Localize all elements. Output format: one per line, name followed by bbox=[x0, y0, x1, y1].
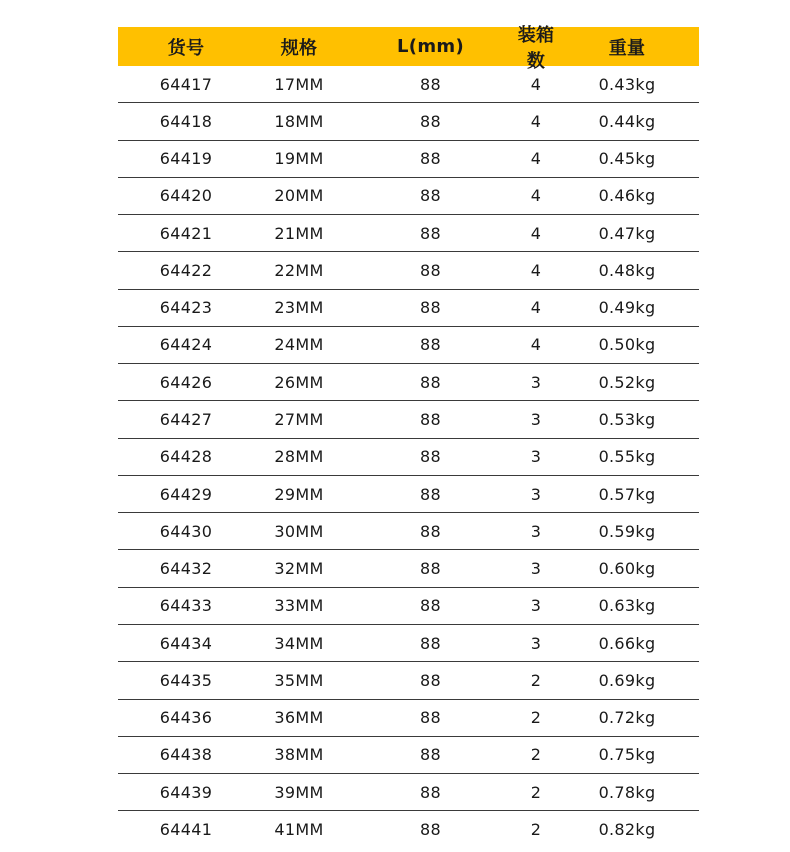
spec-cell: 17MM bbox=[274, 74, 324, 94]
length-cell: 88 bbox=[420, 633, 441, 653]
pack-qty-cell: 3 bbox=[530, 372, 542, 392]
table-row bbox=[118, 327, 699, 364]
pack-qty-cell: 4 bbox=[530, 149, 542, 169]
pack-qty-cell: 2 bbox=[530, 745, 542, 765]
weight-cell: 0.45kg bbox=[598, 149, 656, 169]
table-row bbox=[118, 662, 699, 699]
spec-cell: 21MM bbox=[274, 223, 324, 243]
weight-cell: 0.69kg bbox=[598, 670, 656, 690]
weight-cell: 0.44kg bbox=[598, 111, 656, 131]
pack-qty-cell: 3 bbox=[530, 410, 542, 430]
item-no-cell: 64428 bbox=[159, 447, 213, 467]
length-cell: 88 bbox=[420, 260, 441, 280]
pack-qty-cell: 2 bbox=[530, 708, 542, 728]
length-cell: 88 bbox=[420, 410, 441, 430]
length-cell: 88 bbox=[420, 186, 441, 206]
table-row bbox=[118, 439, 699, 476]
table-row bbox=[118, 774, 699, 811]
pack-qty-cell: 4 bbox=[530, 260, 542, 280]
item-no-cell: 64436 bbox=[159, 708, 213, 728]
length-cell: 88 bbox=[420, 223, 441, 243]
weight-cell: 0.53kg bbox=[598, 410, 656, 430]
pack-qty-cell: 3 bbox=[530, 559, 542, 579]
table-row bbox=[118, 103, 699, 140]
item-no-cell: 64441 bbox=[159, 820, 213, 840]
item-no-cell: 64421 bbox=[159, 223, 213, 243]
item-no-cell: 64422 bbox=[159, 260, 213, 280]
spec-cell: 41MM bbox=[274, 820, 324, 840]
table-row bbox=[118, 141, 699, 178]
pack-qty-cell: 4 bbox=[530, 186, 542, 206]
spec-cell: 19MM bbox=[274, 149, 324, 169]
pack-qty-cell: 4 bbox=[530, 111, 542, 131]
item-no-cell: 64434 bbox=[159, 633, 213, 653]
length-cell: 88 bbox=[420, 521, 441, 541]
spec-cell: 27MM bbox=[274, 410, 324, 430]
spec-cell: 22MM bbox=[274, 260, 324, 280]
pack-qty-cell: 3 bbox=[530, 633, 542, 653]
table-row bbox=[118, 737, 699, 774]
item-no-cell: 64433 bbox=[159, 596, 213, 616]
item-no-cell: 64439 bbox=[159, 782, 213, 802]
table-row bbox=[118, 550, 699, 587]
spec-cell: 38MM bbox=[274, 745, 324, 765]
weight-cell: 0.47kg bbox=[598, 223, 656, 243]
weight-cell: 0.63kg bbox=[598, 596, 656, 616]
item-no-cell: 64438 bbox=[159, 745, 213, 765]
pack-qty-cell: 2 bbox=[530, 670, 542, 690]
header-length: L(mm) bbox=[397, 36, 464, 57]
pack-qty-cell: 2 bbox=[530, 820, 542, 840]
table-row bbox=[118, 290, 699, 327]
weight-cell: 0.50kg bbox=[598, 335, 656, 355]
table-row bbox=[118, 700, 699, 737]
table-row bbox=[118, 178, 699, 215]
header-item-no: 货号 bbox=[167, 37, 205, 59]
item-no-cell: 64423 bbox=[159, 298, 213, 318]
spec-cell: 33MM bbox=[274, 596, 324, 616]
table-row bbox=[118, 811, 699, 848]
item-no-cell: 64418 bbox=[159, 111, 213, 131]
table-row bbox=[118, 588, 699, 625]
weight-cell: 0.59kg bbox=[598, 521, 656, 541]
table-header bbox=[118, 24, 699, 72]
spec-cell: 35MM bbox=[274, 670, 324, 690]
table-row bbox=[118, 66, 699, 103]
spec-cell: 20MM bbox=[274, 186, 324, 206]
length-cell: 88 bbox=[420, 820, 441, 840]
weight-cell: 0.43kg bbox=[598, 74, 656, 94]
spec-cell: 28MM bbox=[274, 447, 324, 467]
length-cell: 88 bbox=[420, 298, 441, 318]
spec-cell: 23MM bbox=[274, 298, 324, 318]
length-cell: 88 bbox=[420, 447, 441, 467]
pack-qty-cell: 4 bbox=[530, 74, 542, 94]
spec-cell: 30MM bbox=[274, 521, 324, 541]
spec-cell: 32MM bbox=[274, 559, 324, 579]
length-cell: 88 bbox=[420, 596, 441, 616]
table-body bbox=[118, 66, 699, 849]
weight-cell: 0.75kg bbox=[598, 745, 656, 765]
pack-qty-cell: 3 bbox=[530, 596, 542, 616]
length-cell: 88 bbox=[420, 335, 441, 355]
length-cell: 88 bbox=[420, 782, 441, 802]
weight-cell: 0.66kg bbox=[598, 633, 656, 653]
item-no-cell: 64435 bbox=[159, 670, 213, 690]
length-cell: 88 bbox=[420, 484, 441, 504]
pack-qty-cell: 4 bbox=[530, 298, 542, 318]
table-row bbox=[118, 252, 699, 289]
weight-cell: 0.60kg bbox=[598, 559, 656, 579]
length-cell: 88 bbox=[420, 74, 441, 94]
length-cell: 88 bbox=[420, 372, 441, 392]
table-row bbox=[118, 364, 699, 401]
spec-cell: 39MM bbox=[274, 782, 324, 802]
pack-qty-cell: 4 bbox=[530, 335, 542, 355]
pack-qty-cell: 4 bbox=[530, 223, 542, 243]
length-cell: 88 bbox=[420, 149, 441, 169]
pack-qty-cell: 2 bbox=[530, 782, 542, 802]
weight-cell: 0.78kg bbox=[598, 782, 656, 802]
weight-cell: 0.48kg bbox=[598, 260, 656, 280]
pack-qty-cell: 3 bbox=[530, 447, 542, 467]
weight-cell: 0.46kg bbox=[598, 186, 656, 206]
item-no-cell: 64430 bbox=[159, 521, 213, 541]
weight-cell: 0.52kg bbox=[598, 372, 656, 392]
weight-cell: 0.55kg bbox=[598, 447, 656, 467]
pack-qty-cell: 3 bbox=[530, 484, 542, 504]
header-weight: 重量 bbox=[608, 37, 646, 59]
table-row bbox=[118, 476, 699, 513]
length-cell: 88 bbox=[420, 111, 441, 131]
spec-cell: 36MM bbox=[274, 708, 324, 728]
spec-cell: 18MM bbox=[274, 111, 324, 131]
length-cell: 88 bbox=[420, 559, 441, 579]
table-row bbox=[118, 513, 699, 550]
table-row bbox=[118, 401, 699, 438]
spec-cell: 26MM bbox=[274, 372, 324, 392]
length-cell: 88 bbox=[420, 708, 441, 728]
header-spec: 规格 bbox=[280, 37, 318, 59]
weight-cell: 0.49kg bbox=[598, 298, 656, 318]
item-no-cell: 64417 bbox=[159, 74, 213, 94]
item-no-cell: 64429 bbox=[159, 484, 213, 504]
spec-cell: 29MM bbox=[274, 484, 324, 504]
header-pack-qty: 装箱数 bbox=[517, 24, 555, 72]
spec-cell: 34MM bbox=[274, 633, 324, 653]
weight-cell: 0.82kg bbox=[598, 820, 656, 840]
item-no-cell: 64420 bbox=[159, 186, 213, 206]
weight-cell: 0.72kg bbox=[598, 708, 656, 728]
item-no-cell: 64432 bbox=[159, 559, 213, 579]
length-cell: 88 bbox=[420, 670, 441, 690]
item-no-cell: 64419 bbox=[159, 149, 213, 169]
spec-table bbox=[118, 24, 699, 849]
length-cell: 88 bbox=[420, 745, 441, 765]
item-no-cell: 64424 bbox=[159, 335, 213, 355]
pack-qty-cell: 3 bbox=[530, 521, 542, 541]
spec-cell: 24MM bbox=[274, 335, 324, 355]
table-row bbox=[118, 215, 699, 252]
item-no-cell: 64426 bbox=[159, 372, 213, 392]
item-no-cell: 64427 bbox=[159, 410, 213, 430]
weight-cell: 0.57kg bbox=[598, 484, 656, 504]
table-row bbox=[118, 625, 699, 662]
